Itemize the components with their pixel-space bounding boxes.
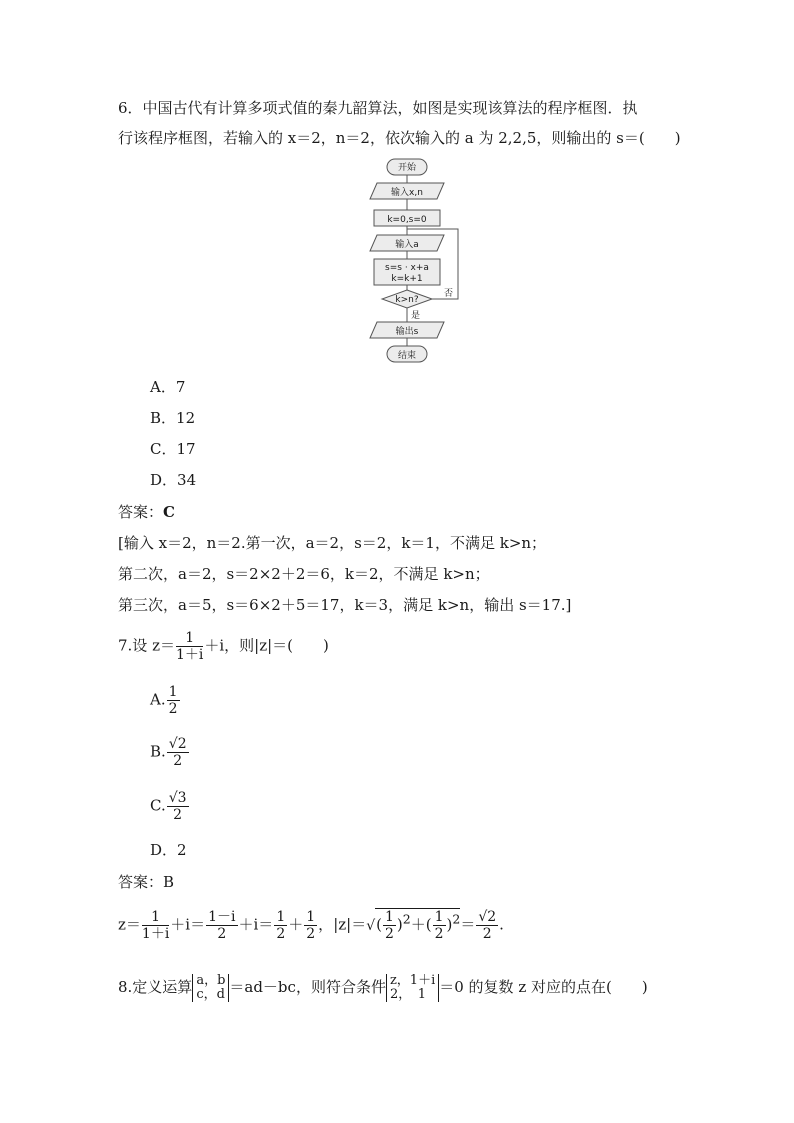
q7-sol-frac1-den: 1＋i: [141, 926, 170, 942]
q7-sol-frac2: [206, 909, 237, 942]
q7-sol-abs-z: |z|＝: [333, 915, 367, 934]
q6-answer: [118, 502, 175, 522]
q7-sol-square2: 2: [452, 911, 461, 927]
q6-option-d[interactable]: D．34: [150, 471, 197, 489]
q7-option-c-label: C.: [150, 796, 166, 815]
q7-sol-frac2-den: 2: [217, 926, 227, 942]
q7-sol-rad-frac1-den: 2: [384, 926, 394, 942]
q6-option-a[interactable]: A．7: [150, 378, 186, 396]
q7-stem-frac-den: 1＋i: [175, 647, 204, 663]
q8-determinant-1: [192, 974, 229, 1002]
q8-determinant-2: [386, 974, 439, 1002]
q7-sol-result-den: 2: [482, 926, 492, 942]
q7-sol-result: [476, 909, 498, 942]
q7-option-a-num: 1: [168, 684, 178, 700]
q7-answer-value: B: [163, 873, 175, 891]
q7-option-b-label: B.: [150, 742, 166, 761]
flowchart: [360, 156, 480, 366]
q7-sol-frac4-num: 1: [306, 909, 316, 925]
q8-stem: [118, 974, 648, 1002]
flowchart-input-a-label: 输入a: [395, 240, 419, 250]
q7-answer: [118, 872, 174, 892]
flowchart-init-label: k=0,s=0: [387, 215, 427, 225]
q7-sol-result-num: √2: [478, 909, 497, 925]
flowchart-calc-line2: k=k+1: [391, 274, 423, 284]
q7-sol-plus-i1: ＋i＝: [170, 915, 206, 934]
flowchart-calc-line1: s=s · x+a: [385, 263, 429, 273]
q6-text-line1: 6．中国古代有计算多项式值的秦九韶算法，如图是实现该算法的程序框图．执: [118, 99, 638, 117]
q6-option-c[interactable]: C．17: [150, 440, 196, 458]
q7-sol-eq: ＝: [460, 915, 476, 934]
sqrt-icon: √: [366, 917, 376, 934]
q7-option-a-den: 2: [168, 701, 178, 717]
q7-sol-frac3: [274, 909, 287, 942]
q8-det1-row1: a，b: [196, 973, 226, 988]
q7-sol-rad-frac1: [383, 909, 396, 942]
q7-option-c-den: 2: [173, 807, 183, 823]
q7-sol-radicand: ( $\frac{1}{2}$ )$^2$＋( $\frac{1}{2}$ )$^2$: [376, 909, 461, 942]
q7-option-a-label: A.: [150, 690, 166, 709]
q7-sol-frac1-num: 1: [142, 909, 169, 926]
q6-option-b[interactable]: B．12: [150, 409, 196, 427]
q7-sol-z-eq: z＝: [118, 915, 141, 934]
q7-sol-period: .: [499, 915, 504, 934]
q7-option-c[interactable]: [150, 790, 190, 823]
q6-text-line2: 行该程序框图，若输入的 x＝2，n＝2，依次输入的 a 为 2,2,5，则输出的 s＝( ): [118, 129, 681, 147]
q8-prefix: 8.定义运算: [118, 978, 193, 996]
q7-sol-frac4: [304, 909, 317, 942]
q7-sol-square1: 2: [402, 911, 411, 927]
q6-answer-value: C: [163, 503, 175, 521]
q8-det2-row2: 2， 1: [389, 987, 426, 1002]
q7-option-a-fraction: [167, 684, 180, 717]
q7-stem-prefix: 7.设 z＝: [118, 636, 175, 655]
q7-option-b-den: 2: [173, 753, 183, 769]
q7-stem-fraction: [176, 630, 203, 663]
q7-stem: [118, 630, 329, 663]
q7-sol-frac4-den: 2: [306, 926, 316, 942]
q7-sol-plus: ＋: [288, 915, 304, 934]
q7-option-a[interactable]: [150, 684, 181, 717]
q7-option-c-num: √3: [168, 790, 187, 806]
q6-explain-line3: 第三次，a＝5，s＝6×2＋5＝17，k＝3，满足 k>n，输出 s＝17.]: [118, 596, 572, 614]
flowchart-end-label: 结束: [397, 351, 417, 361]
flowchart-input-xn-label: 输入x,n: [391, 188, 423, 198]
flowchart-condition-label: k>n?: [395, 295, 419, 305]
flowchart-output-label: 输出s: [395, 327, 419, 337]
q7-stem-frac-num: 1: [176, 630, 203, 647]
q7-option-b-fraction: [167, 736, 189, 769]
q6-explain-line1: [输入 x＝2，n＝2.第一次，a＝2，s＝2，k＝1，不满足 k>n；: [118, 534, 547, 552]
q8-det1-row2: c，d: [196, 987, 225, 1002]
q7-solution: [118, 908, 504, 942]
q7-sol-frac3-den: 2: [276, 926, 286, 942]
q7-sol-comma: ，: [318, 915, 334, 934]
q7-option-b-num: √2: [168, 736, 187, 752]
q7-sol-frac3-num: 1: [276, 909, 286, 925]
q7-sol-plus-i2: ＋i＝: [238, 915, 274, 934]
q7-sol-rad-frac2: [433, 909, 446, 942]
q7-option-d[interactable]: D．2: [150, 841, 187, 859]
flowchart-yes-label: 是: [411, 311, 421, 321]
q7-option-c-fraction: [167, 790, 189, 823]
q8-det2-row1: z，1＋i: [389, 973, 436, 988]
q7-sol-rad-frac1-num: 1: [384, 909, 394, 925]
flowchart-no-label: 否: [444, 289, 454, 299]
q7-sol-rad-frac2-den: 2: [434, 926, 444, 942]
q7-sol-frac2-num: 1－i: [208, 909, 236, 925]
q8-suffix: ＝0 的复数 z 对应的点在( ): [439, 978, 648, 996]
q7-sol-rad-plus: ＋: [410, 915, 426, 934]
q7-answer-label: 答案：: [118, 873, 164, 891]
q7-stem-suffix: ＋i，则|z|＝( ): [204, 636, 329, 655]
q7-sol-frac1: [142, 909, 169, 942]
flowchart-start-label: 开始: [397, 163, 417, 173]
q7-option-b[interactable]: [150, 736, 190, 769]
q7-sol-rad-frac2-num: 1: [434, 909, 444, 925]
q6-answer-label: 答案：: [118, 503, 164, 521]
q6-explain-line2: 第二次，a＝2，s＝2×2＋2＝6，k＝2，不满足 k>n；: [118, 565, 490, 583]
q8-mid: ＝ad－bc，则符合条件: [229, 978, 386, 996]
